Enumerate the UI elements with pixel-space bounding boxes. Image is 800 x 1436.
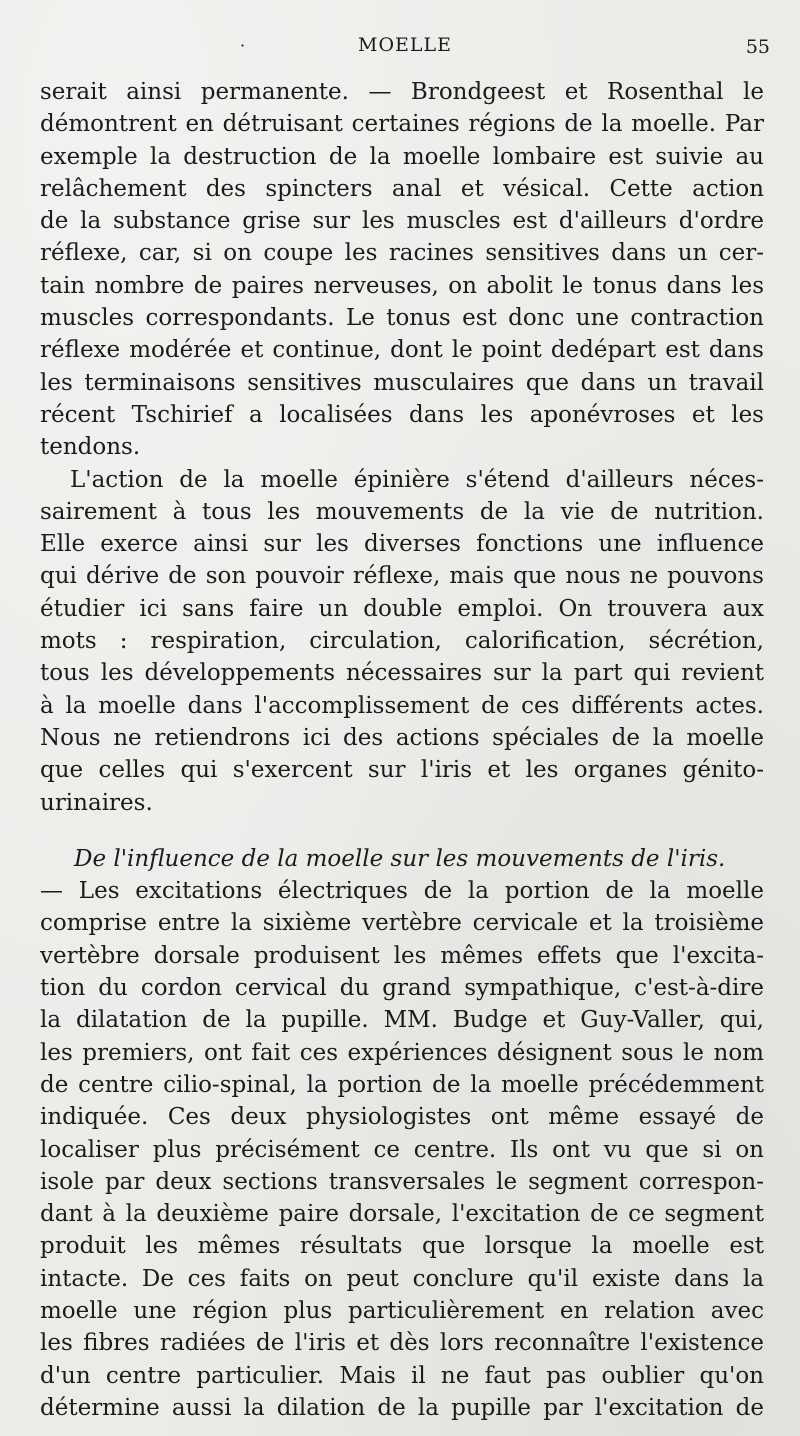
text-line: de la substance grise sur les muscles est d'ailleurs d'ordre xyxy=(40,208,764,235)
text-line: serait ainsi permanente. — Brondgeest et Rosenthal le xyxy=(40,79,764,105)
text-line: réflexe modérée et continue, dont le point dedépart est dans xyxy=(40,337,764,364)
text-line: de centre cilio-spinal, la portion de la moelle précédemment xyxy=(40,1071,764,1098)
section-heading: De l'influence de la moelle sur les mouvements de l'iris. xyxy=(74,845,726,872)
text-line: intacte. De ces faits on peut conclure qu'il existe dans la xyxy=(40,1265,764,1292)
text-line: les fibres radiées de l'iris et dès lors reconnaître l'existence xyxy=(40,1330,764,1357)
text-line: dant à la deuxième paire dorsale, l'excitation de ce segment xyxy=(40,1201,764,1228)
text-line: tain nombre de paires nerveuses, on abolit le tonus dans les xyxy=(40,272,764,299)
text-line: Nous ne retiendrons ici des actions spéciales de la moelle xyxy=(40,724,764,751)
text-line: tous les développements nécessaires sur la part qui revient xyxy=(40,660,764,687)
text-line: produit les mêmes résultats que lorsque la moelle est xyxy=(40,1233,764,1260)
text-line: — Les excitations électriques de la portion de la moelle xyxy=(40,878,764,905)
text-line: mots : respiration, circulation, calorification, sécrétion, xyxy=(40,628,764,655)
text-line: tendons. xyxy=(40,434,141,461)
text-line: moelle une région plus particulièrement en relation avec xyxy=(40,1297,764,1324)
text-line: localiser plus précisément ce centre. Ils ont vu que si on xyxy=(40,1136,764,1163)
text-line: Elle exerce ainsi sur les diverses fonctions une influence xyxy=(40,531,764,558)
page-header xyxy=(40,34,770,58)
text-line: détermine aussi la dilation de la pupille par l'excitation de xyxy=(40,1394,764,1421)
text-line: muscles correspondants. Le tonus est donc une contraction xyxy=(40,305,764,332)
text-line: les premiers, ont fait ces expériences désignent sous le nom xyxy=(40,1039,764,1066)
text-line: sairement à tous les mouvements de la vie de nutrition. xyxy=(40,498,764,525)
text-line: que celles qui s'exercent sur l'iris et les organes génito- xyxy=(40,757,764,784)
text-line: la dilatation de la pupille. MM. Budge et Guy-Valler, qui, xyxy=(40,1007,764,1034)
text-line: qui dérive de son pouvoir réflexe, mais que nous ne pouvons xyxy=(40,563,764,590)
text-line: réflexe, car, si on coupe les racines sensitives dans un cer- xyxy=(40,240,764,267)
text-line: L'action de la moelle épinière s'étend d'ailleurs néces- xyxy=(70,466,764,493)
text-line: vertèbre dorsale produisent les mêmes effets que l'excita- xyxy=(40,942,764,969)
text-line: relâchement des spincters anal et vésical. Cette action xyxy=(40,175,764,202)
text-line: à la moelle dans l'accomplissement de ces différents actes. xyxy=(40,692,764,719)
body-text xyxy=(40,76,764,1424)
text-line: récent Tschirief a localisées dans les aponévroses et les xyxy=(40,401,764,428)
text-line: démontrent en détruisant certaines régions de la moelle. Par xyxy=(40,111,764,138)
text-line: isole par deux sections transversales le segment correspon- xyxy=(40,1168,764,1195)
text-line: exemple la destruction de la moelle lombaire est suivie au xyxy=(40,143,764,170)
page-number: 55 xyxy=(745,36,770,58)
text-line: indiquée. Ces deux physiologistes ont même essayé de xyxy=(40,1104,764,1131)
header-mark: · xyxy=(240,36,246,55)
section-gap xyxy=(40,819,764,843)
running-title: MOELLE xyxy=(357,34,452,56)
text-line: les terminaisons sensitives musculaires que dans un travail xyxy=(40,369,764,396)
text-line: d'un centre particulier. Mais il ne faut pas oublier qu'on xyxy=(40,1362,764,1389)
text-line: comprise entre la sixième vertèbre cervicale et la troisième xyxy=(40,910,764,937)
text-line: étudier ici sans faire un double emploi. On trouvera aux xyxy=(40,595,764,622)
text-line: tion du cordon cervical du grand sympathique, c'est-à-dire xyxy=(40,975,764,1002)
text-line: urinaires. xyxy=(40,789,153,816)
